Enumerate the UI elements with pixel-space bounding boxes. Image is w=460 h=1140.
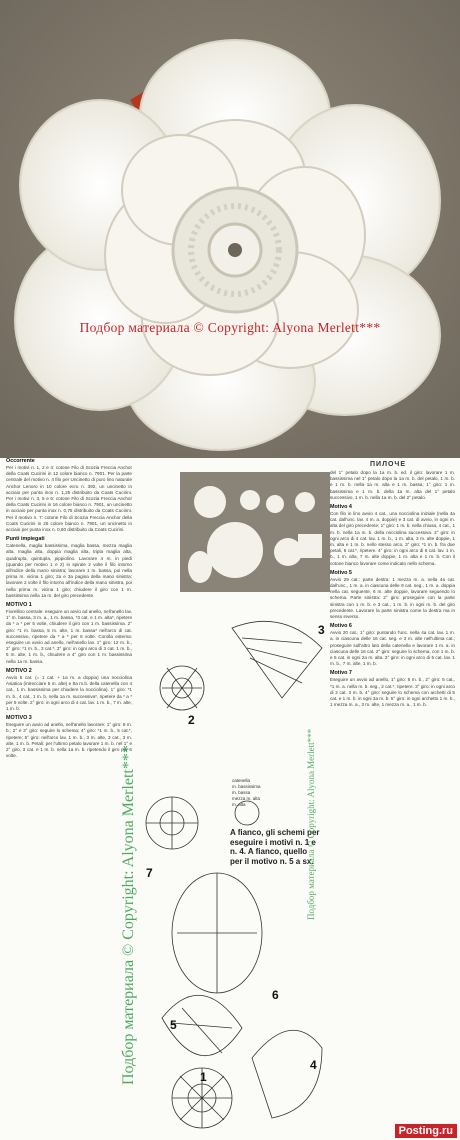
section-motivo-1 (6, 602, 132, 665)
diagram-number-5: 5 (170, 1018, 177, 1032)
section-title: Motivo 5 (330, 569, 352, 576)
section-motivo-6 (330, 623, 455, 667)
section-title: MOTIVO 1 (6, 602, 32, 609)
diagram-number-2: 2 (188, 713, 195, 727)
section-title: Motivo 4 (330, 504, 352, 511)
section-motivo-2 (6, 668, 132, 712)
diagram-number-6: 6 (272, 988, 279, 1002)
section-text: Avvio 5 cat. (= 1 cat. + 1a m. a doppia) una nocciolina Asiatica (intrecciare 5 m. alte) e 8a m.b. della catenella con 4 cat., 1 m. bassissima per chiudere la nocciolina). 1° giro: *1 m. b., 4 cat., 1 m. b. nella 1a m. successiva*, ripetere da * a * per 5 volte. 2° giro: in ogni arco di 4 cat. lav. 1 m. b., 7 m. alte, 1 m. b. (6, 674, 132, 711)
section-title: Occorrente (6, 458, 35, 464)
diagrams-caption: A fianco, gli schemi per eseguire i motivi n. 1 e n. 4. A fianco, quello per il motivo n. 5 a sx. (230, 828, 320, 866)
watermark-side-small: Подбор материала © Copyright: Alyona Merlett*** (306, 728, 316, 920)
section-title: MOTIVO 3 (6, 715, 32, 722)
legend-item: catenella (232, 778, 251, 783)
section-title: Motivo 7 (330, 670, 352, 677)
section-text: Avvio 29 cat.: parte destra: 1 mezza m. a. nella 4a cat. dall'unc., 1 m. a. in ciascuna delle 9 cat. seg., 1 m. a. doppia nella cat. seguente, 6 m. alte doppie, lavorare seguendo lo schema. Parte sinistra: 2° giro: proseguire con la parte sinistra con 1 m. b. e 3 cat., 1 m. b. in ogni m. b. del giro precedente. Lavorare la parte sinistra come la destra ma in senso inverso. (330, 576, 455, 620)
crochet-flower-photo (0, 0, 460, 458)
section-text: Per i motivi n. 1, 2 e 4: cotone Filo di Scozia Freccia Anchor della Coats Cucirini in 12 colore bianco n. 7901. Per la parte centrale del motivo n. 4 filo per Uncinetto di puro lino naturale Anchor Lenoro in 10 colore ecru n. 392, un uncinetto in acciaio per punta inox n. 1,25 distribuito da Coats Cucirini. Per i motivi n. 3, 5 e 6: cotone Filo di Scozia Freccia Anchor della Coats Cucirini in 16 colore bianco n. 7901, un uncinetto in acciaio per punta inox n. 0,75 distribuito da Coats Cucirini. Per il motivo n. 7: cotone Filo di Scozia Freccia Anchor della Coats Cucirini in 25 colore bianco n. 7901, un uncinetto in acciaio per punta inox n. 0,60 distribuito da Coats Cucirini. (6, 465, 132, 533)
section-motivo-5 (330, 570, 455, 620)
section-text: Fiorellino centrale: eseguire un avvio ad anello, nell'anello lav. 1° m. bassa, 3 m. a., 1 m. bassa, *3 cat. e 1 m. alta*, ripetere da * a * per 5 volte, chiudere il giro con 1 m. bassissima. 2° giro: *1 m. bassa, 5 m. alte, 1 m. bassa* nell'arco di cat. successivo, ripetere da * a * per 6 volte. Corolla esterna: eseguire un avvio ad anello, nell'anello lav. 1° giro: 12 m. b., 2° giro: *1 m. b., 3 cat.*, 3° giro: in ogni arco di 3 cat. 1 m. b., 5 m. alte, 1 m. b., chiudere a 4° giro con 1 m. bassissima nella 1a m. bassa. (6, 609, 132, 664)
diagram-number-1: 1 (200, 1070, 207, 1084)
watermark-top: Подбор материала © Copyright: Alyona Merlett*** (79, 320, 381, 335)
diagram-number-4: 4 (310, 1058, 317, 1072)
section-continued (330, 470, 455, 501)
section-text: Con filo in lino avvio 4 cat., una nocciolina iniziale (nella 4a cat. dall'unc. lav. 4 m. a. doppie) e 3 cat. di avvio, in ogni m. alta del giro precedente; 1° giro: 1 m. b. nella chiusa, 4 cat., 1 m. b. nella 1a m. b. della nocciolina successiva. 2° giro: in ogni arco di 4 cat. lav. 1 m. b., 1 m. alta, 3 m. alte doppie, 1 m. alta e 1 m. b. nello stesso arco. 3° giro: *1 m. b. fra due petali, 6 cat.*, ripetere. 4° giro: in ogni arco di 6 cat. lav. 1 m. b., 1 m. alta, 7 m. alte doppie, 1 m. alta e 1 m. b. Con il cotone bianco lavorare come indicato nello schema. (330, 511, 455, 566)
section-title: MOTIVO 2 (6, 667, 32, 674)
section-text: Catenella, maglia bassissima, maglia bassa, mezza maglia alta, maglia alta, doppia maglia alta, tripla maglia alta, quadrupla, quintupla, pippiolino. Lavorare 4 m. in piedi (quando per motivo 1 e 2) in spirale 2 volte il filo intorno all'indice della mano sinistra; lavorare 1 m. bassa, poi nella prima m. vicina 1 giro; 2a e 3a pagina della mano sinistra; lavorare 2 volte il filo intorno all'indice della mano sinistra, poi nella prima m. vicina 1 giro; chiudere il giro con 1 m. bassissima nella 1a m. del giro precedente. (6, 543, 132, 598)
magazine-page (0, 458, 460, 1140)
section-motivo-4 (330, 504, 455, 567)
legend-item: m. alta (232, 802, 246, 807)
legend (232, 778, 261, 808)
legend-item: mezza m. alta (232, 796, 261, 801)
section-text: Eseguire un avvio ad anello, 1° giro: 8 m. b., 2° giro: 5 cat., *1 m. a. nella m. b. seg., 2 cat.*, ripetere. 3° giro: in ogni arco di 2 cat. 3 m. b. 4° giro: seguire lo schema con archetti di 5 cat. e 1 m. b. in ogni 3a m. b. 5° giro: in ogni archetto 1 m. b., 1 mezza m. a., 3 m. alte, 1 mezza m. a., 1 m. b. (330, 677, 455, 708)
left-text-column (6, 458, 132, 762)
section-occorrente (6, 458, 132, 533)
section-text: del 1° petalo dopo la 1a m. b. ed. il giro: lavorare 1 m. bassissima nel 1° petalo dopo la 1a m. b. del petalo, 1 m. b. e 1 m. b. nella 1a m. alta e 1 m. bassa; 1° giro: 1 m. bassissima e 1 m. b. della 1a m. alta del 1° petalo successivo, 1 m. b. nella 1a m. b. del 2° petalo. (330, 470, 455, 500)
section-text: Avvio 20 cat., 1° giro: puntando l'unc. nella 4a cat. lav. 1 m. a. in ciascuna delle 16 cat. seg. e 3 m. alte nell'ultima cat.; proseguire sull'altro lato della catenella e lavorare 1 m. a. in ciascuna delle 16 cat. 2° giro: seguire lo schema, con 1 m. b. e 5 cat. in ogni 2a m. alta. 3° giro: in ogni arco di 5 cat. lav. 1 m. b., 7 m. alte, 1 m. b. (330, 630, 455, 667)
magazine-header: ПИЛОЧЕ (370, 461, 407, 468)
section-motivo-3 (6, 715, 132, 759)
watermark-side: Подбор материала © Copyright: Alyona Merlett*** (120, 745, 137, 1085)
legend-item: m. bassa (232, 790, 251, 795)
right-text-column (330, 470, 455, 712)
section-motivo-7 (330, 670, 455, 708)
section-title: Punti impiegati (6, 536, 45, 543)
diagram-number-7: 7 (146, 866, 153, 880)
motifs-thumbnail-photo (180, 472, 330, 592)
section-title: Motivo 6 (330, 623, 352, 630)
section-punti (6, 536, 132, 599)
footer-logo: Posting.ru (395, 1124, 457, 1138)
section-text: Eseguire un avvio ad anello, nell'anello lavorare: 1° giro: 8 m. b.; 2° e 3° giro: seguire lo schema; 4° giro: *1 m. b., 5 cat.*, ripetere; 5° giro: nell'arco lav. 1 m. b., 3 m. alte, 3 cat., 3 m. alte, 1 m. b. Petali: per l'ultimo petalo lavorare 1 m. b. nel 1° e 2° giro, 3 cat. e 1 m. b. nella 1a m. b. ripetendo il giro per 6 volte. (6, 722, 132, 759)
legend-item: m. bassissima (232, 784, 261, 789)
diagram-number-3: 3 (318, 623, 325, 637)
